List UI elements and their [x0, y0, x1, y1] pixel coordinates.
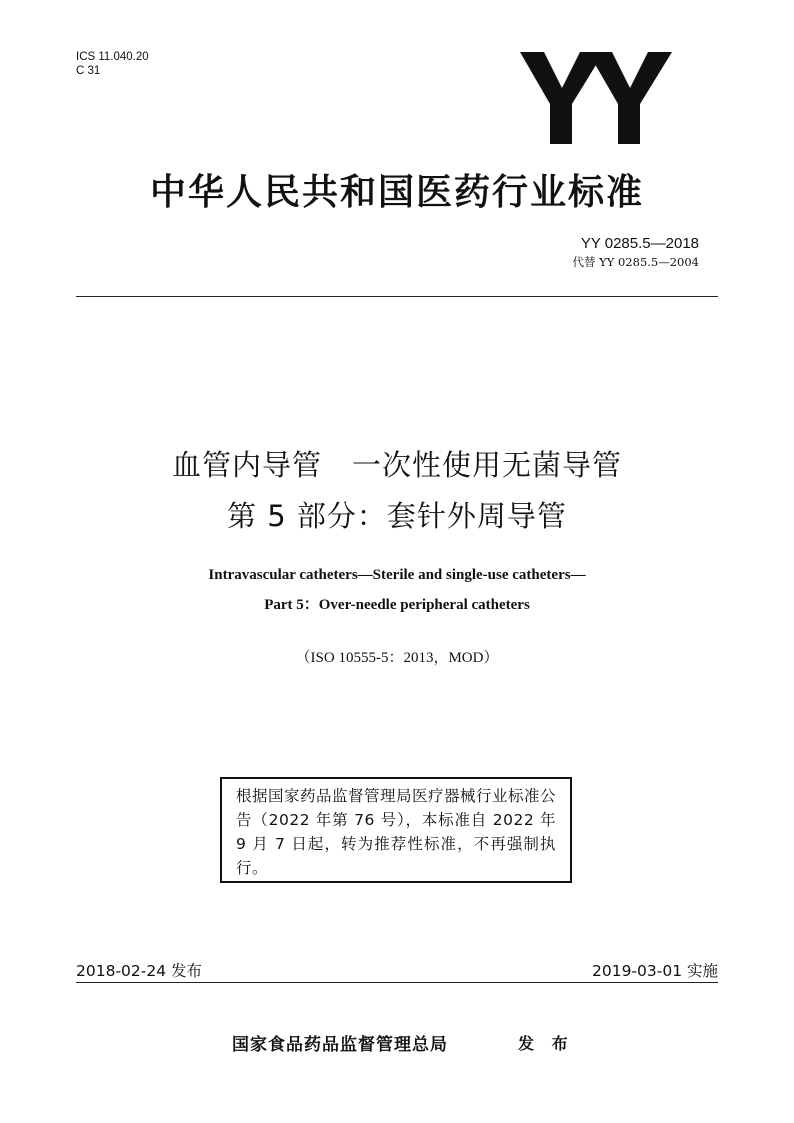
ics-code: ICS 11.040.20 — [76, 51, 149, 63]
english-title-line1: Intravascular catheters—Sterile and single-use catheters— — [208, 567, 586, 583]
footer-divider — [76, 982, 718, 983]
issuing-authority: 国家食品药品监督管理总局 — [232, 1035, 448, 1055]
yy-logo — [516, 52, 676, 144]
ccs-code: C 31 — [76, 65, 101, 77]
issue-label: 发 布 — [518, 1034, 574, 1053]
standard-category-title: 中华人民共和国医药行业标准 — [149, 172, 644, 213]
notice-text: 根据国家药品监督管理局医疗器械行业标准公告（2022 年第 76 号），本标准自 2022 年 9 月 7 日起，转为推荐性标准，不再强制执行。 — [236, 787, 557, 877]
publish-date: 2018-02-24 发布 — [76, 962, 203, 980]
classification-codes — [76, 50, 149, 78]
standard-code: YY 0285.5—2018 — [580, 235, 699, 252]
header-divider — [76, 296, 718, 297]
notice-box — [220, 777, 572, 883]
implement-date: 2019-03-01 实施 — [591, 962, 718, 980]
chinese-title-line1: 血管内导管 一次性使用无菌导管 — [171, 448, 622, 482]
chinese-title-line2: 第 5 部分：套针外周导管 — [227, 499, 567, 533]
iso-reference: （ISO 10555-5：2013，MOD） — [295, 650, 499, 666]
replaces-standard: 代替 YY 0285.5—2004 — [572, 255, 699, 269]
english-title-line2: Part 5：Over-needle peripheral catheters — [264, 597, 530, 613]
